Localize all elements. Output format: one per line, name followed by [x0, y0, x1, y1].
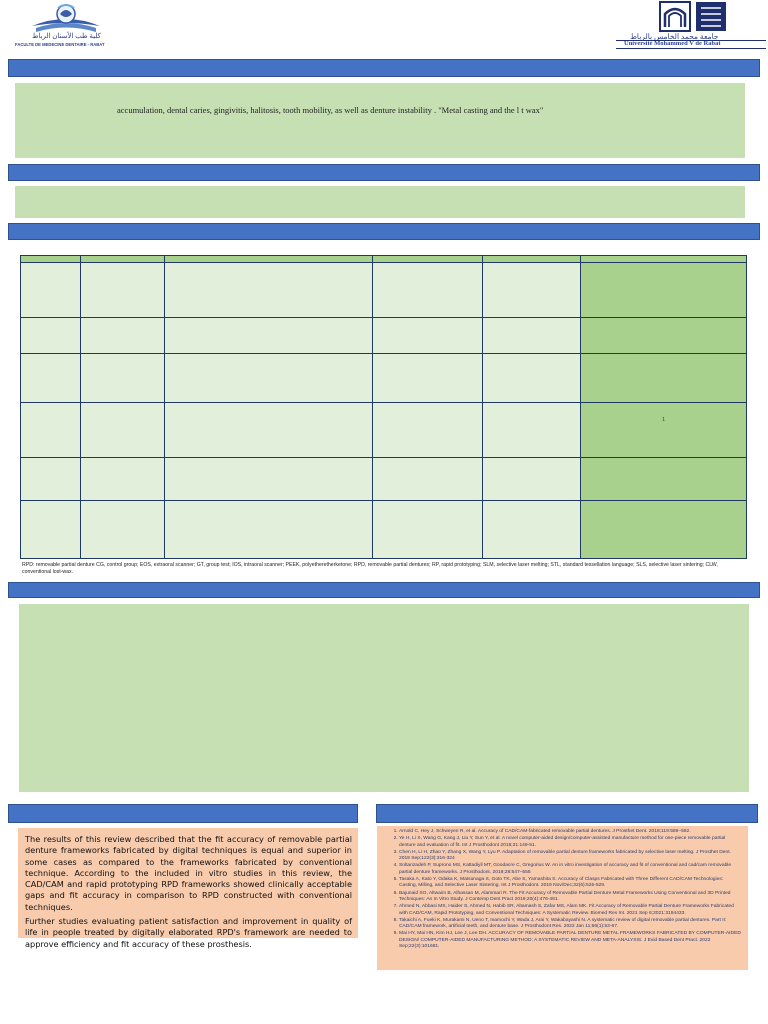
table-cell — [81, 501, 165, 559]
table-cell — [165, 501, 373, 559]
reference-item: 9. Mai HY, Mai HN, Kim HJ, Lee J, Lee DH. ACCURACY OF REMOVABLE PARTIAL DENTURE METAL FRAMEWORKS FABRICATED BY COMPUTER-AIDED DESIGN/ COMPUTER-AIDED MANUFACTURING METHOD: A SYSTEMATIC REVIEW AND META-ANALYSIS. J Evid Based Dent Pract. 2022 Sep;22(3):101681. — [399, 931, 742, 950]
section-header-bar-references — [376, 804, 758, 823]
table-cell — [373, 318, 483, 354]
table-header-cell — [483, 256, 581, 263]
table-cell-marker: 1 — [581, 403, 747, 458]
references-box — [377, 826, 748, 970]
table-cell — [21, 501, 81, 559]
table-header-row — [21, 256, 747, 263]
faculty-logo — [12, 2, 120, 48]
table-row — [21, 458, 747, 501]
table-cell — [165, 458, 373, 501]
reference-item: 2. Ye H, Li X, Wang G, Kang J, Liu Y, Sun Y, et al. A novel computer-aided design/computer-assisted manufacture method for one-piece removable partial denture and evaluation of fit. Int J Prosthodont 2018;31:149-51. — [399, 836, 742, 849]
table-row — [21, 318, 747, 354]
table-cell — [483, 318, 581, 354]
table-cell — [581, 263, 747, 318]
university-logo-caption: Université Mohammed V de Rabat — [624, 40, 721, 47]
conclusion-paragraph: Further studies evaluating patient satisfaction and improvement in quality of life in people treated by digitally elaborated RPD's framework are needed to approve efficiency and fit accuracy of these prosthesis. — [25, 916, 352, 949]
university-logo-arabic: جامعة محمد الخامس بالرباط — [630, 32, 719, 41]
faculty-logo-caption: FACULTE DE MEDECINE DENTAIRE - RABAT — [15, 42, 105, 47]
table-row — [21, 501, 747, 559]
table-cell — [21, 318, 81, 354]
table-row — [21, 354, 747, 403]
table-header-cell — [581, 256, 747, 263]
table-cell — [581, 501, 747, 559]
table-cell — [373, 354, 483, 403]
introduction-box — [15, 83, 745, 158]
results-table — [20, 255, 747, 559]
table-cell — [81, 354, 165, 403]
university-emblem-icon — [658, 0, 728, 33]
table-header-cell — [81, 256, 165, 263]
discussion-box — [19, 604, 749, 792]
section-header-bar-results — [8, 223, 760, 240]
table-header-cell — [373, 256, 483, 263]
table-cell — [373, 458, 483, 501]
introduction-text: accumulation, dental caries, gingivitis, halitosis, tooth mobility, as well as denture instability . "Metal casting and the l t wax" — [117, 105, 544, 115]
reference-item: 3. Chen H, Li H, Zhao Y, Zhang X, Wang Y, Lyu P. Adaptation of removable partial denture frameworks fabricated by selective laser melting. J Prosthet Dent. 2019 Sep;122(3):316-324 — [399, 850, 742, 863]
section-header-bar-discussion — [8, 582, 760, 598]
table-cell — [581, 458, 747, 501]
reference-item: 8. Takaichi A, Fueki K, Murakami N, Ueno T, Inamochi Y, Wada J, Arai Y, Wakabayashi N. A systematic review of digital removable partial dentures. Part II: CAD/CAM framework, artificial teeth, and denture base. J Prosthodont Res. 2022 Jan 11;66(1):53-67. — [399, 918, 742, 931]
table-cell — [21, 458, 81, 501]
table-cell — [483, 403, 581, 458]
table-cell — [165, 318, 373, 354]
table-cell — [21, 354, 81, 403]
table-cell — [21, 403, 81, 458]
table-cell — [483, 354, 581, 403]
table-cell — [81, 403, 165, 458]
table-row — [21, 403, 747, 458]
table-cell — [165, 354, 373, 403]
table-cell — [483, 458, 581, 501]
conclusion-paragraph: The results of this review described that the fit accuracy of removable partial denture frameworks fabricated by digital techniques is equal and superior in some cases as compared to the frameworks fabricated by conventional technique. According to the included in vitro studies in this review, the CAD/CAM and rapid prototyping RPD frameworks showed clinically acceptable gaps and fit accuracy in comparison to RPD constructed with conventional techniques. — [25, 834, 352, 912]
table-cell — [581, 318, 747, 354]
reference-item: 6. Bajunaid SO, Altwaim B, Alhassan M, Alammari R. The Fit Accuracy of Removable Partial Denture Metal Frameworks Using Conventional and 3D Printed Techniques: An In Vitro Study. J Contemp Dent Pract 2019;20(4):476-481. — [399, 891, 742, 904]
conclusion-box — [18, 828, 358, 949]
table-cell — [483, 263, 581, 318]
table-cell — [483, 501, 581, 559]
table-cell — [373, 501, 483, 559]
university-logo — [616, 0, 766, 48]
table-cell — [81, 458, 165, 501]
section-header-bar-introduction — [8, 59, 760, 77]
reference-item: 7. Ahmed N, Abbasi MS, Haider S, Ahmed N, Habib SR, Altamash S, Zafar MS, Alam MK. Fit Accuracy of Removable Partial Denture Frameworks Fabricated with CAD/CAM, Rapid Prototyping, and Conventional Techniques: A Systematic Review. Biomed Res Int. 2021 Sep 6;2021:3194433. — [399, 904, 742, 917]
faculty-logo-arabic: كلية طب الأسنان الرباط — [32, 32, 101, 40]
table-cell — [373, 403, 483, 458]
table-cell — [165, 263, 373, 318]
table-cell — [373, 263, 483, 318]
section-header-bar-conclusion — [8, 804, 358, 823]
table-cell — [581, 354, 747, 403]
table-cell — [21, 263, 81, 318]
references-list — [381, 829, 742, 950]
table-header-cell — [21, 256, 81, 263]
table-header-cell — [165, 256, 373, 263]
table-abbreviations: RPD: removable partial denture CG, control group; EOS, extraoral scanner; GT, group test; IOS, intraoral scanner; PEEK, polyetheretherketone; RPD, removable partial dentures; RP, rapid prototyping; SLM, selective laser melting; STL, standard tessellation language; SLS, selective laser sintering; CLW, conventional lost-wax. — [22, 562, 718, 575]
table-row — [21, 263, 747, 318]
table-cell — [81, 318, 165, 354]
table-cell — [81, 263, 165, 318]
reference-item: 4. Soltanzadeh P, Suprono MS, Kattadiyil MT, Goodacre C, Gregorius W. An in vitro investigation of accuracy and fit of conventional and cad/cam removable partial denture frameworks. J Prosthodont. 2019;28:547–555 — [399, 863, 742, 876]
table-cell — [165, 403, 373, 458]
objective-box — [15, 186, 745, 218]
reference-item: 1. Arnold C, Hey J, Schweyen R, et al. Accuracy of CAD/CAM-fabricated removable partial dentures. J Prosthet Dent. 2018;119:586–592. — [399, 829, 742, 835]
reference-item: 5. Tasaka A, Kato Y, Odaka K, Matsunaga S, Goto TK, Abe S, Yamashita S. Accuracy of Clasps Fabricated with Three Different CAD/CAM Technologies: Casting, Milling, and Selective Laser Sintering. Int J Prosthodont. 2019 Nov/Dec;32(6):526-529. — [399, 877, 742, 890]
section-header-bar-objective — [8, 164, 760, 181]
